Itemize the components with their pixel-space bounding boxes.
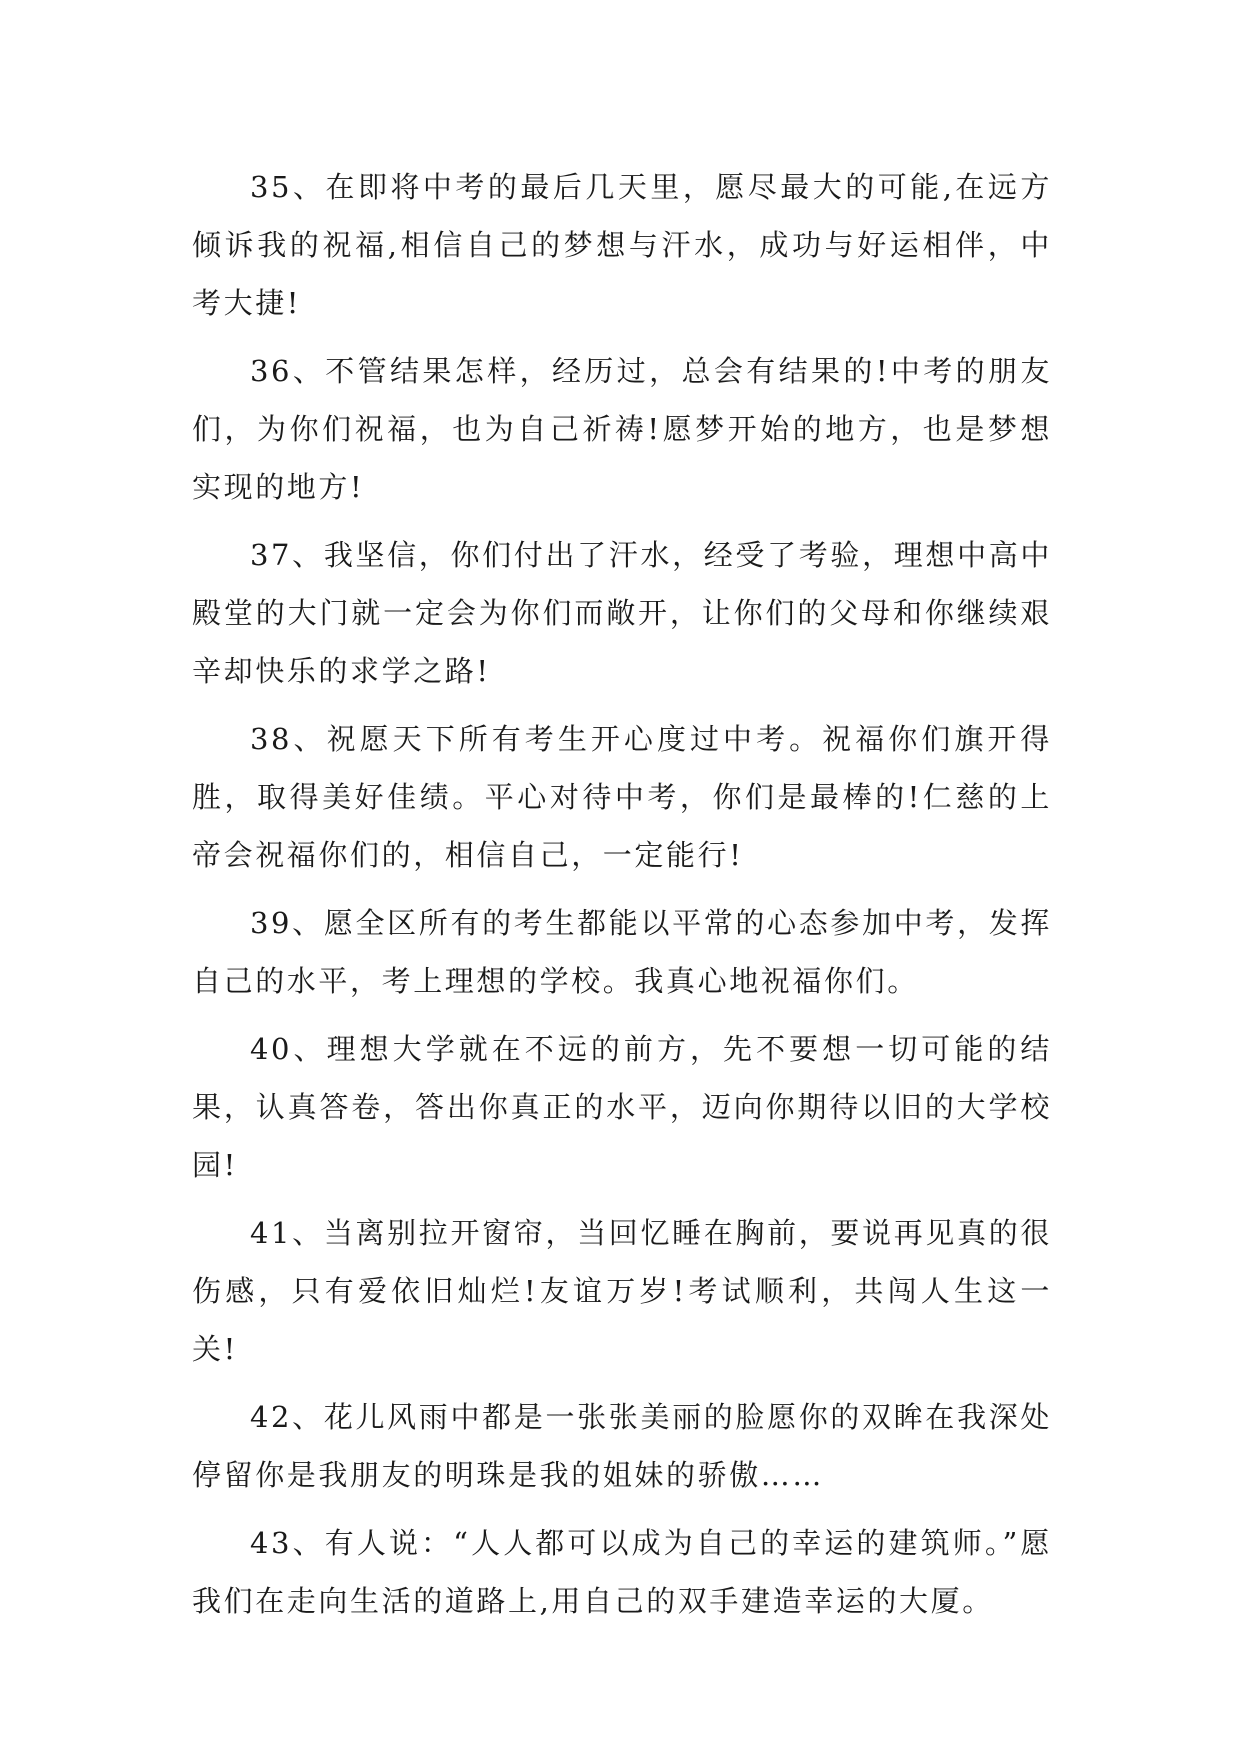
paragraph-38: 38、祝愿天下所有考生开心度过中考。祝福你们旗开得胜，取得美好佳绩。平心对待中考，你们是最棒的!仁慈的上帝会祝福你们的，相信自己，一定能行! [192,722,1052,872]
paragraph-37: 37、我坚信，你们付出了汗水，经受了考验，理想中高中殿堂的大门就一定会为你们而敞开，让你们的父母和你继续艰辛却快乐的求学之路! [192,538,1052,688]
paragraph-35: 35、在即将中考的最后几天里，愿尽最大的可能,在远方倾诉我的祝福,相信自己的梦想与汗水，成功与好运相伴，中考大捷! [192,170,1052,320]
paragraph-43: 43、有人说：“人人都可以成为自己的幸运的建筑师。”愿我们在走向生活的道路上,用自己的双手建造幸运的大厦。 [192,1526,1052,1618]
paragraph-41: 41、当离别拉开窗帘，当回忆睡在胸前，要说再见真的很伤感，只有爱依旧灿烂!友谊万岁!考试顺利，共闯人生这一关! [192,1216,1052,1366]
document-body [192,158,1052,1640]
paragraph-36: 36、不管结果怎样，经历过，总会有结果的!中考的朋友们，为你们祝福，也为自己祈祷!愿梦开始的地方，也是梦想实现的地方! [192,354,1052,504]
paragraph-40: 40、理想大学就在不远的前方，先不要想一切可能的结果，认真答卷，答出你真正的水平，迈向你期待以旧的大学校园! [192,1032,1052,1182]
paragraph-42: 42、花儿风雨中都是一张张美丽的脸愿你的双眸在我深处停留你是我朋友的明珠是我的姐妹的骄傲…… [192,1400,1052,1492]
paragraph-39: 39、愿全区所有的考生都能以平常的心态参加中考，发挥自己的水平，考上理想的学校。我真心地祝福你们。 [192,906,1052,998]
